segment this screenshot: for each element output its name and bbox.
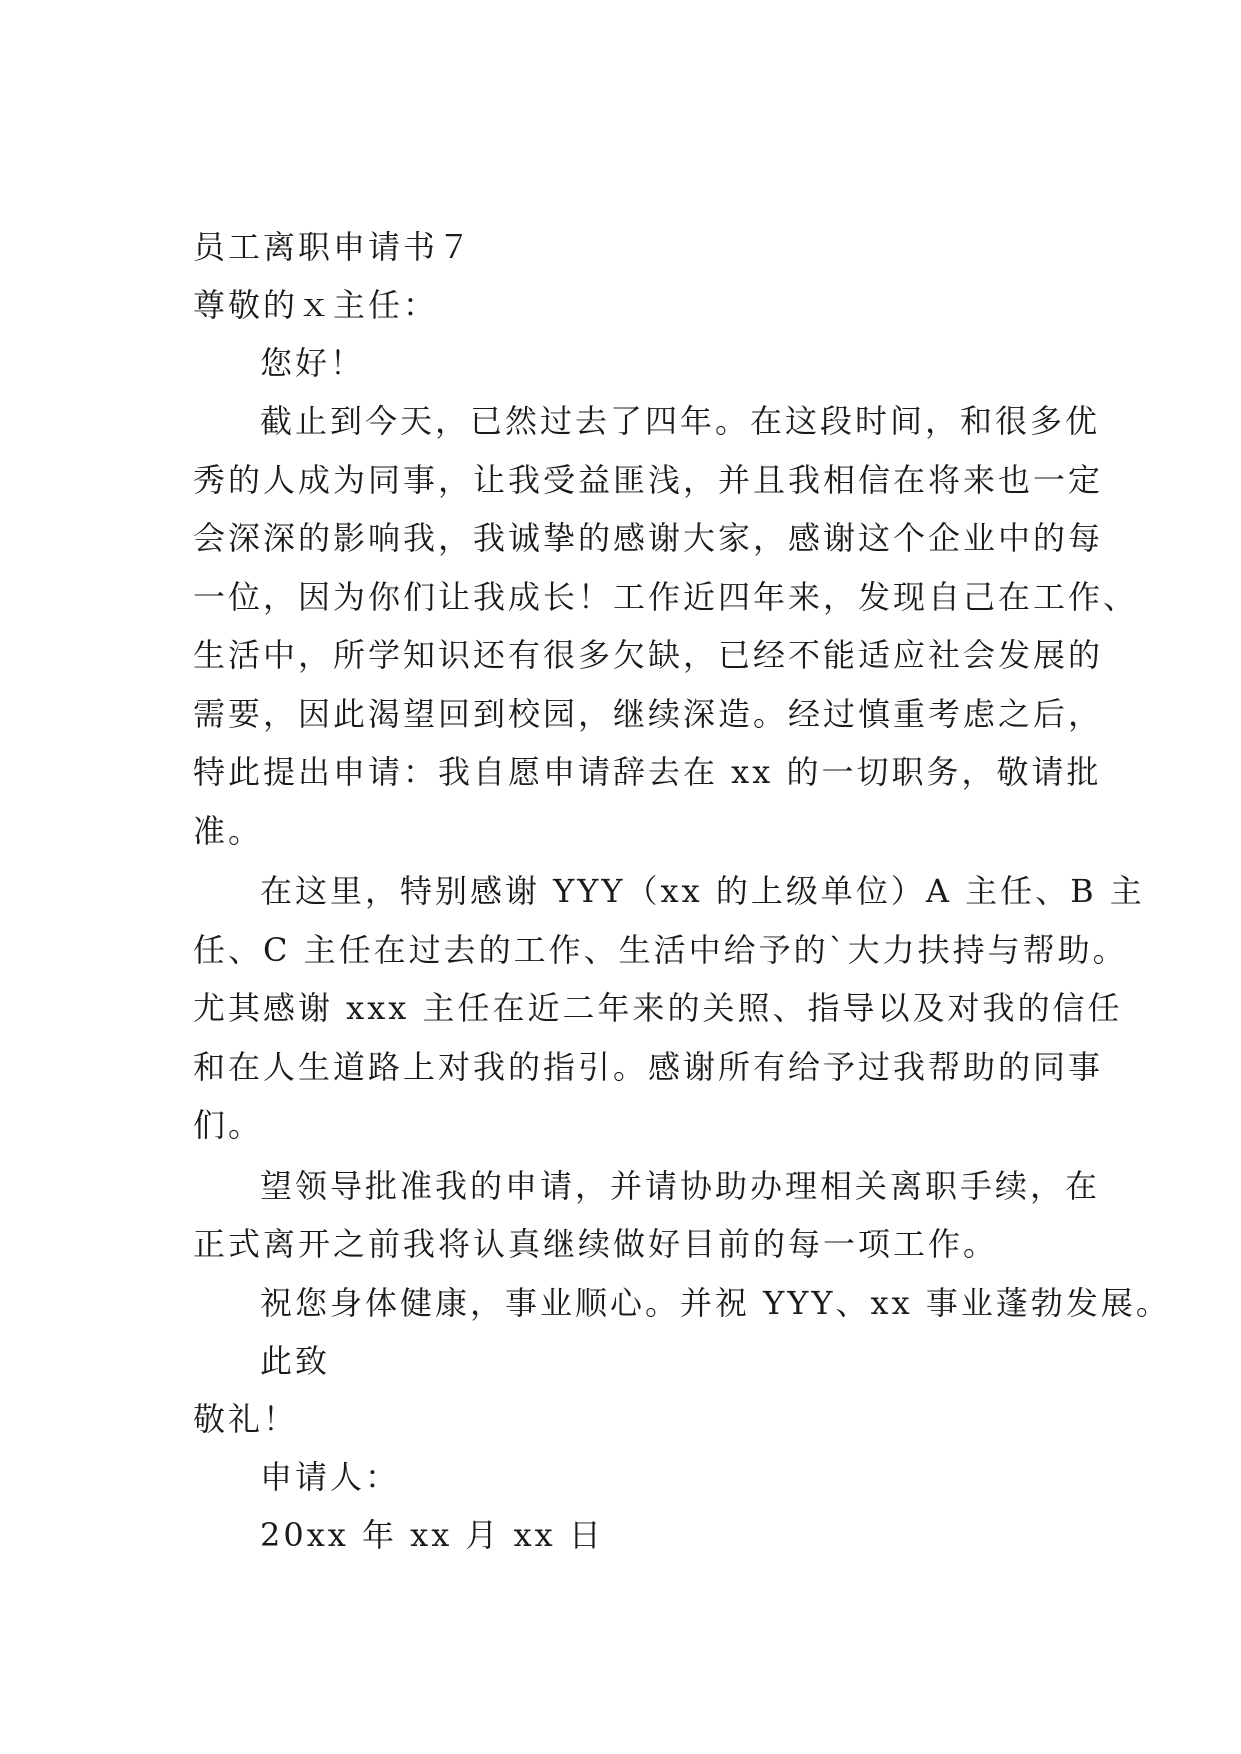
paragraph-line: 生活中，所学知识还有很多欠缺，已经不能适应社会发展的 bbox=[193, 636, 1104, 674]
date-line: 20xx 年 xx 月 xx 日 bbox=[260, 1515, 604, 1554]
paragraph-line: 一位，因为你们让我成长！工作近四年来，发现自己在工作、 bbox=[193, 577, 1139, 616]
paragraph-line: 和在人生道路上对我的指引。感谢所有给予过我帮助的同事 bbox=[193, 1047, 1104, 1086]
applicant-label: 申请人： bbox=[260, 1457, 401, 1496]
body-paragraph-2 bbox=[193, 862, 1145, 1155]
closing-line-2: 敬礼！ bbox=[193, 1399, 299, 1438]
paragraph-line: 尤其感谢 xxx 主任在近二年来的关照、指导以及对我的信任 bbox=[193, 989, 1123, 1027]
paragraph-line: 在这里，特别感谢 YYY（xx 的上级单位）A 主任、B 主 bbox=[260, 872, 1145, 910]
paragraph-line: 正式离开之前我将认真继续做好目前的每一项工作。 bbox=[193, 1225, 999, 1263]
paragraph-line: 准。 bbox=[193, 811, 264, 850]
greeting: 您好！ bbox=[260, 344, 366, 382]
letter-title: 员工离职申请书７ bbox=[193, 228, 474, 266]
salutation: 尊敬的ｘ主任： bbox=[193, 286, 439, 324]
paragraph-line: 任、C 主任在过去的工作、生活中给予的`大力扶持与帮助。 bbox=[193, 930, 1128, 969]
closing-line-1: 此致 bbox=[260, 1341, 331, 1380]
paragraph-line: 们。 bbox=[193, 1106, 264, 1144]
letter-page bbox=[193, 218, 1171, 1564]
paragraph-line: 秀的人成为同事，让我受益匪浅，并且我相信在将来也一定 bbox=[193, 460, 1104, 499]
paragraph-line: 截止到今天，已然过去了四年。在这段时间，和很多优 bbox=[260, 402, 1101, 440]
body-paragraph-3 bbox=[193, 1157, 1101, 1274]
paragraph-line: 会深深的影响我，我诚挚的感谢大家，感谢这个企业中的每 bbox=[193, 519, 1104, 557]
body-paragraph-1 bbox=[193, 392, 1139, 860]
paragraph-line: 特此提出申请：我自愿申请辞去在 xx 的一切职务，敬请批 bbox=[193, 753, 1102, 791]
paragraph-line: 望领导批准我的申请，并请协助办理相关离职手续，在 bbox=[260, 1166, 1101, 1205]
paragraph-line: 需要，因此渴望回到校园，继续深造。经过慎重考虑之后， bbox=[193, 694, 1104, 733]
wishes-line: 祝您身体健康，事业顺心。并祝 YYY、xx 事业蓬勃发展。 bbox=[260, 1283, 1171, 1322]
